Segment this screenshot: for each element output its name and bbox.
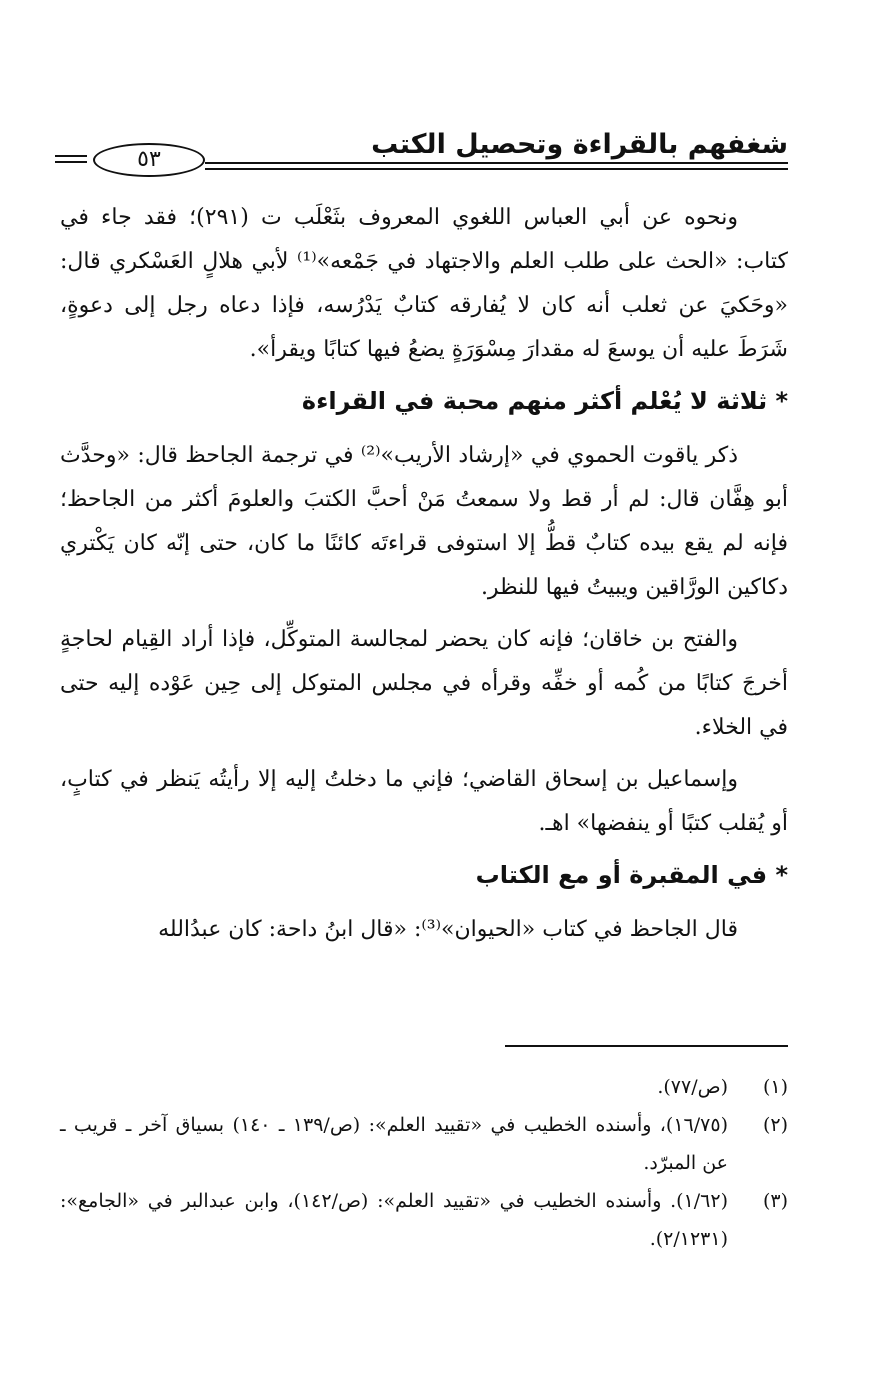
- header-rule-top: [205, 162, 788, 164]
- page-number-oval: [93, 143, 205, 177]
- paragraph-fath-ibn-khaqan: والفتح بن خاقان؛ فإنه كان يحضر لمجالسة المتوكِّل، فإذا أراد القِيام لحاجةٍ أخرجَ كتابًا من كُمه أو خفِّه وقرأه في مجلس المتوكل إلى حِين عَوْده إليه حتى في الخلاء.: [60, 627, 788, 740]
- footnote-separator: [505, 1045, 788, 1047]
- paragraph-tha-lab: ونحوه عن أبي العباس اللغوي المعروف بثَعْلَب ت (٢٩١)؛ فقد جاء في كتاب: «الحث على طلب العلم والاجتهاد في جَمْعه»⁽¹⁾ لأبي هلالٍ العَسْكري قال: «وحَكيَ عن ثعلب أنه كان لا يُفارقه كتابٌ يَدْرُسه، فإذا دعاه رجل إلى دعوةٍ، شَرَطَ عليه أن يوسعَ له مقدارَ مِسْوَرَةٍ يضعُ فيها كتابًا ويقرأ».: [60, 205, 788, 362]
- footnote-1: [60, 1068, 788, 1106]
- main-text: [60, 196, 788, 952]
- footnote-3: [60, 1182, 788, 1258]
- footnote-text: (١/٦٢). وأسنده الخطيب في «تقييد العلم»: (ص/١٤٢)، وابن عبدالبر في «الجامع»: (٢/١٢٣١).: [60, 1190, 728, 1250]
- footnote-text: (ص/٧٧).: [657, 1076, 728, 1098]
- page-number: ٥٣: [93, 143, 205, 177]
- section-heading-cemetery: * في المقبرة أو مع الكتاب: [475, 861, 788, 889]
- header-rule-left-bottom: [55, 161, 87, 163]
- header-rule-bottom: [205, 168, 788, 170]
- paragraph-jahiz: ذكر ياقوت الحموي في «إرشاد الأريب»⁽²⁾ في ترجمة الجاحظ قال: «وحدَّث أبو هِفَّان قال: لم أر قط ولا سمعتُ مَنْ أحبَّ الكتبَ والعلومَ أكثر من الجاحظ؛ فإنه لم يقع بيده كتابٌ قطُّ إلا استوفى قراءتَه كائنًا ما كان، حتى إنّه كان يَكْتري دكاكين الورَّاقين ويبيتُ فيها للنظر.: [60, 443, 788, 600]
- footnote-number: (٣): [762, 1190, 788, 1212]
- footnote-text: (١٦/٧٥)، وأسنده الخطيب في «تقييد العلم»: (ص/١٣٩ ـ ١٤٠) بسياق آخر ـ قريب ـ عن المبرّد.: [60, 1114, 728, 1174]
- footnotes: [60, 1068, 788, 1258]
- footnote-number: (٢): [762, 1114, 788, 1136]
- footnote-number: (١): [762, 1076, 788, 1098]
- header-rule-left-top: [55, 155, 87, 157]
- footnote-2: [60, 1106, 788, 1182]
- section-heading-three-readers: * ثلاثة لا يُعْلم أكثر منهم محبة في القراءة: [301, 387, 788, 415]
- paragraph-hayawan: قال الجاحظ في كتاب «الحيوان»⁽³⁾: «قال ابنُ داحة: كان عبدُالله: [158, 917, 738, 942]
- page-header: [55, 128, 788, 178]
- running-title: شغفهم بالقراءة وتحصيل الكتب: [371, 129, 788, 160]
- paragraph-ismail-qadi: وإسماعيل بن إسحاق القاضي؛ فإني ما دخلتُ إليه إلا رأيتُه يَنظر في كتابٍ، أو يُقلب كتبًا أو ينفضها» اهـ.: [60, 767, 788, 836]
